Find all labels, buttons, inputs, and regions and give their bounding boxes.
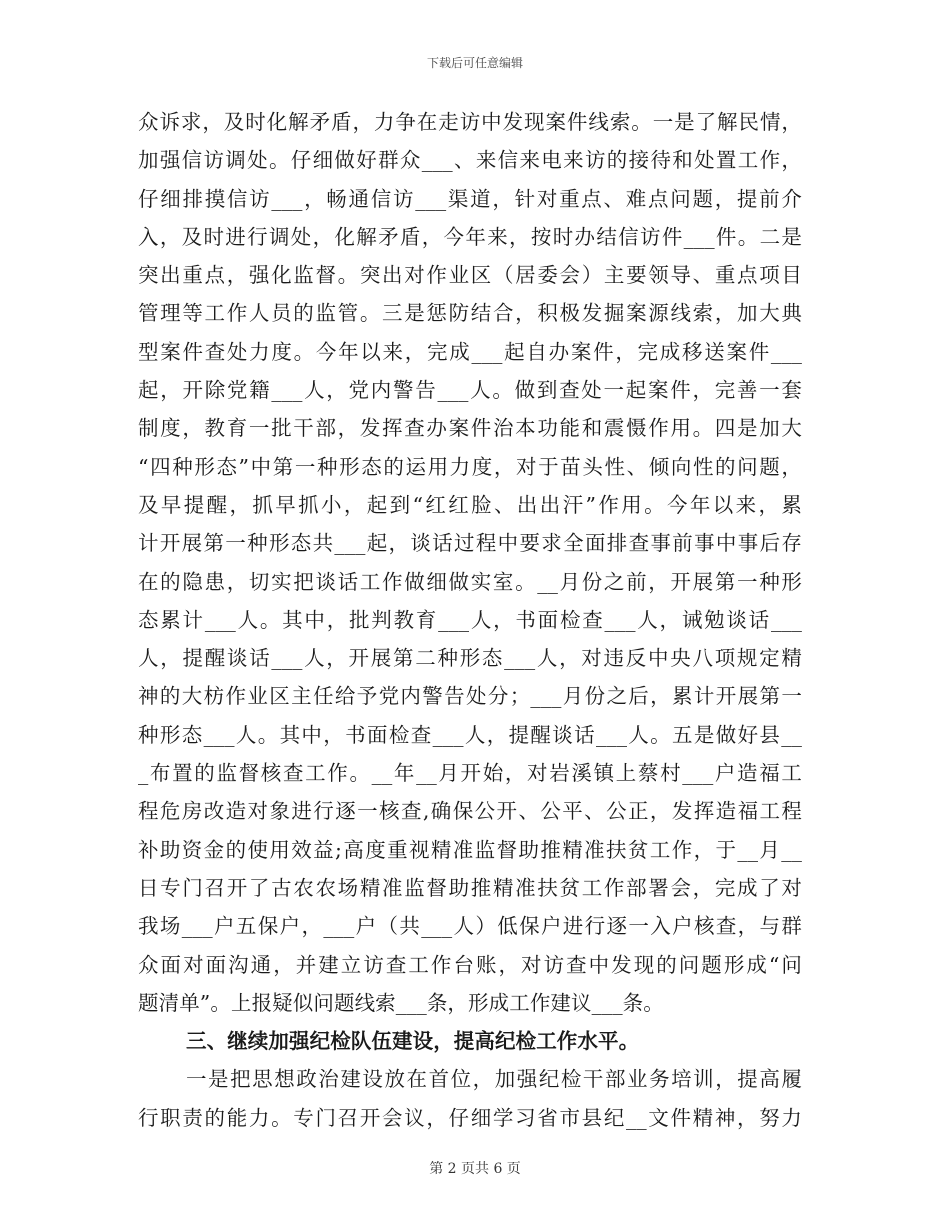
- paragraph-line: 制度，教育一批干部，发挥查办案件治本功能和震慑作用。四是加大: [138, 416, 802, 441]
- section-heading: 三、继续加强纪检队伍建设，提高纪检工作水平。: [186, 1029, 640, 1054]
- paragraph-line: 神的大枋作业区主任给予党内警告处分；___月份之后，累计开展第一: [138, 684, 802, 709]
- paragraph-line: 人，提醒谈话___人，开展第二种形态___人，对违反中央八项规定精: [138, 646, 802, 671]
- paragraph-line: _布置的监督核查工作。__年__月开始，对岩溪镇上蔡村___户造福工: [138, 761, 802, 786]
- document-body: [138, 103, 802, 1137]
- paragraph-line: 补助资金的使用效益;高度重视精准监督助推精准扶贫工作，于__月__: [138, 837, 802, 862]
- paragraph-line: 计开展第一种形态共___起，谈话过程中要求全面排查事前事中事后存: [138, 531, 802, 556]
- page-footer: 第 2 页共 6 页: [429, 1161, 521, 1177]
- paragraph-line: 仔细排摸信访___，畅通信访___渠道，针对重点、难点问题，提前介: [138, 186, 802, 211]
- paragraph-line: 我场___户五保户，___户（共___人）低保户进行逐一入户核查，与群: [138, 914, 802, 939]
- paragraph-line: 众诉求，及时化解矛盾，力争在走访中发现案件线索。一是了解民情，: [138, 110, 802, 134]
- paragraph-line: 突出重点，强化监督。突出对作业区（居委会）主要领导、重点项目: [138, 263, 802, 288]
- paragraph-line: 日专门召开了古农农场精准监督助推精准扶贫工作部署会，完成了对: [138, 875, 802, 900]
- paragraph-line: 行职责的能力。专门召开会议，仔细学习省市县纪__文件精神，努力: [138, 1105, 802, 1130]
- paragraph-line: 起，开除党籍___人，党内警告___人。做到查处一起案件，完善一套: [138, 378, 802, 403]
- paragraph-line: 型案件查处力度。今年以来，完成___起自办案件，完成移送案件___: [138, 339, 802, 364]
- paragraph-line: 加强信访调处。仔细做好群众___、来信来电来访的接待和处置工作，: [138, 148, 802, 173]
- paragraph-line: “四种形态”中第一种形态的运用力度，对于苗头性、倾向性的问题，: [138, 454, 802, 479]
- paragraph-line: 题清单”。上报疑似问题线索___条，形成工作建议___条。: [138, 990, 664, 1015]
- paragraph-line: 管理等工作人员的监管。三是惩防结合，积极发掘案源线索，加大典: [138, 301, 802, 326]
- paragraph-line: 及早提醒，抓早抓小，起到“红红脸、出出汗”作用。今年以来，累: [138, 492, 802, 517]
- paragraph-line: 在的隐患，切实把谈话工作做细做实室。__月份之前，开展第一种形: [138, 569, 802, 594]
- page-header: 下载后可任意编辑: [426, 56, 523, 70]
- paragraph-line: 一是把思想政治建设放在首位，加强纪检干部业务培训，提高履: [186, 1067, 802, 1092]
- paragraph-line: 种形态___人。其中，书面检查___人，提醒谈话___人。五是做好县__: [138, 722, 802, 747]
- paragraph-line: 程危房改造对象进行逐一核查,确保公开、公平、公正，发挥造福工程: [138, 799, 802, 824]
- paragraph-line: 入，及时进行调处，化解矛盾，今年来，按时办结信访件___件。二是: [138, 224, 802, 249]
- paragraph-line: 众面对面沟通，并建立访查工作台账，对访查中发现的问题形成“问: [138, 952, 802, 977]
- paragraph-line: 态累计___人。其中，批判教育___人，书面检查___人，诫勉谈话___: [138, 607, 802, 632]
